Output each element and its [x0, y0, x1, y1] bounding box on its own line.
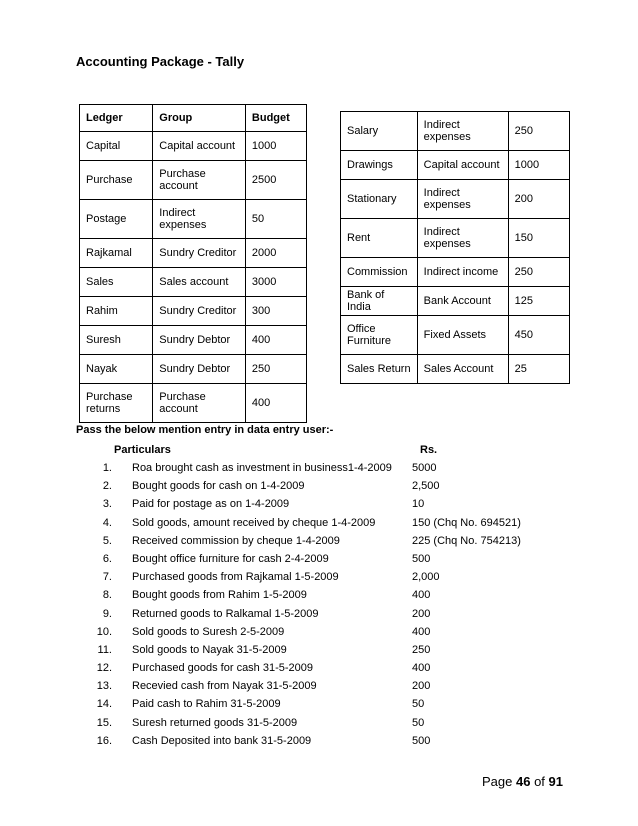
list-item [76, 677, 596, 695]
footer-prefix: Page [482, 774, 516, 789]
header-budget: Budget [245, 105, 306, 132]
entry-amount: 400 [412, 662, 431, 675]
list-item [76, 514, 596, 532]
entry-description: Sold goods to Suresh 2-5-2009 [132, 625, 285, 638]
ledger-cell: Purchase returns [80, 384, 153, 423]
entry-number: 12. [96, 662, 112, 675]
entry-description: Cash Deposited into bank 31-5-2009 [132, 734, 312, 747]
entry-amount: 400 [412, 625, 431, 638]
entry-description: Bought office furniture for cash 2-4-2009 [132, 552, 329, 565]
table-row [341, 355, 570, 384]
budget-cell: 300 [245, 297, 306, 326]
ledger-cell: Bank of India [341, 287, 418, 316]
entry-amount: 250 [412, 643, 431, 656]
ledger-cell: Sales Return [341, 355, 418, 384]
footer-of: of [530, 774, 549, 789]
group-cell: Purchase account [153, 161, 246, 200]
entry-amount: 400 [412, 589, 431, 602]
entry-list [76, 459, 596, 750]
ledger-table-1 [79, 104, 307, 423]
list-item [76, 532, 596, 550]
list-item [76, 477, 596, 495]
table-row [80, 161, 307, 200]
ledger-cell: Rent [341, 219, 418, 258]
entry-description: Roa brought cash as investment in business1-4-2009 [132, 462, 392, 474]
group-cell: Capital account [153, 132, 246, 161]
entry-number: 1. [102, 462, 112, 474]
budget-cell: 1000 [245, 132, 306, 161]
entry-amount: 225 (Chq No. 754213) [412, 534, 521, 547]
entry-description: Bought goods from Rahim 1-5-2009 [132, 589, 307, 602]
budget-cell: 250 [245, 355, 306, 384]
budget-cell: 400 [245, 384, 306, 423]
list-item [76, 495, 596, 513]
entry-description: Paid for postage as on 1-4-2009 [132, 498, 290, 511]
group-cell: Sundry Debtor [153, 326, 246, 355]
table-row [341, 112, 570, 151]
entry-number: 2. [102, 480, 112, 493]
budget-cell: 1000 [508, 151, 569, 180]
entry-number: 7. [102, 571, 112, 584]
table-row [80, 384, 307, 423]
entry-number: 11. [97, 643, 112, 656]
table-row [341, 180, 570, 219]
entry-amount: 50 [412, 716, 425, 729]
group-cell: Sales account [153, 268, 246, 297]
list-item [76, 623, 596, 641]
group-cell: Indirect income [417, 258, 508, 287]
list-item [76, 459, 596, 477]
entry-amount: 150 (Chq No. 694521) [412, 516, 521, 529]
entry-amount: 500 [412, 552, 431, 565]
ledger-cell: Suresh [80, 326, 153, 355]
group-cell: Sundry Creditor [153, 239, 246, 268]
budget-cell: 400 [245, 326, 306, 355]
entry-number: 3. [102, 498, 112, 511]
budget-cell: 25 [508, 355, 569, 384]
entry-amount: 5000 [412, 462, 437, 474]
list-item [76, 659, 596, 677]
entry-number: 16. [96, 734, 112, 747]
table-row [80, 132, 307, 161]
group-cell: Capital account [417, 151, 508, 180]
entry-amount: 10 [412, 498, 425, 511]
table-header-row [80, 105, 307, 132]
budget-cell: 150 [508, 219, 569, 258]
entry-number: 14. [96, 698, 112, 711]
table-row [341, 316, 570, 355]
group-cell: Indirect expenses [153, 200, 246, 239]
table-row [80, 355, 307, 384]
header-group: Group [153, 105, 246, 132]
entry-number: 4. [102, 516, 112, 529]
budget-cell: 2500 [245, 161, 306, 200]
list-item [76, 641, 596, 659]
total-page-count: 91 [548, 774, 563, 789]
ledger-cell: Drawings [341, 151, 418, 180]
group-cell: Fixed Assets [417, 316, 508, 355]
entry-description: Sold goods, amount received by cheque 1-4-2009 [132, 516, 376, 529]
ledger-cell: Office Furniture [341, 316, 418, 355]
ledger-cell: Rahim [80, 297, 153, 326]
budget-cell: 450 [508, 316, 569, 355]
table-row [80, 297, 307, 326]
ledger-cell: Salary [341, 112, 418, 151]
ledger-cell: Rajkamal [80, 239, 153, 268]
ledger-cell: Nayak [80, 355, 153, 384]
entry-number: 15. [96, 716, 112, 729]
budget-cell: 2000 [245, 239, 306, 268]
entry-amount: 2,500 [412, 480, 440, 493]
entry-amount: 500 [412, 734, 431, 747]
entry-number: 8. [102, 589, 112, 602]
list-item [76, 586, 596, 604]
current-page-number: 46 [515, 774, 531, 789]
entry-number: 5. [102, 534, 112, 547]
ledger-cell: Commission [341, 258, 418, 287]
page-title: Accounting Package - Tally [76, 54, 245, 69]
entry-description: Suresh returned goods 31-5-2009 [132, 716, 298, 729]
group-cell: Indirect expenses [417, 180, 508, 219]
entry-number: 10. [96, 625, 112, 638]
table-row [341, 258, 570, 287]
budget-cell: 50 [245, 200, 306, 239]
entry-description: Returned goods to Ralkamal 1-5-2009 [132, 607, 319, 620]
entry-number: 13. [96, 680, 112, 693]
entry-description: Bought goods for cash on 1-4-2009 [132, 480, 305, 493]
ledger-cell: Postage [80, 200, 153, 239]
group-cell: Sundry Creditor [153, 297, 246, 326]
entry-description: Sold goods to Nayak 31-5-2009 [132, 643, 287, 656]
group-cell: Sundry Debtor [153, 355, 246, 384]
entry-description: Purchased goods for cash 31-5-2009 [132, 662, 314, 675]
table-row [341, 287, 570, 316]
entry-number: 6. [102, 552, 112, 565]
ledger-table-2 [340, 111, 570, 384]
list-item [76, 568, 596, 586]
budget-cell: 250 [508, 112, 569, 151]
list-item [76, 550, 596, 568]
ledger-cell: Sales [80, 268, 153, 297]
entry-number: 9. [102, 607, 112, 620]
budget-cell: 250 [508, 258, 569, 287]
entry-amount: 200 [412, 680, 431, 693]
ledger-cell: Purchase [80, 161, 153, 200]
entry-amount: 2,000 [412, 571, 440, 584]
ledger-cell: Capital [80, 132, 153, 161]
budget-cell: 3000 [245, 268, 306, 297]
list-item [76, 695, 596, 713]
list-item [76, 605, 596, 623]
header-ledger: Ledger [80, 105, 153, 132]
entry-description: Purchased goods from Rajkamal 1-5-2009 [132, 571, 339, 584]
particulars-header: Particulars [114, 444, 171, 456]
instruction-text: Pass the below mention entry in data entry user:- [76, 424, 334, 436]
list-item [76, 732, 596, 750]
budget-cell: 200 [508, 180, 569, 219]
table-row [80, 268, 307, 297]
table-row [341, 151, 570, 180]
table-row [341, 219, 570, 258]
entry-amount: 50 [412, 698, 425, 711]
entry-amount: 200 [412, 607, 431, 620]
group-cell: Purchase account [153, 384, 246, 423]
table-row [80, 200, 307, 239]
group-cell: Sales Account [417, 355, 508, 384]
table-row [80, 326, 307, 355]
group-cell: Indirect expenses [417, 219, 508, 258]
entry-description: Paid cash to Rahim 31-5-2009 [132, 698, 281, 711]
budget-cell: 125 [508, 287, 569, 316]
table-row [80, 239, 307, 268]
ledger-cell: Stationary [341, 180, 418, 219]
entry-description: Recevied cash from Nayak 31-5-2009 [132, 680, 317, 693]
page-footer [482, 774, 563, 789]
amount-header: Rs. [420, 444, 438, 456]
list-item [76, 714, 596, 732]
group-cell: Bank Account [417, 287, 508, 316]
entry-description: Received commission by cheque 1-4-2009 [132, 534, 340, 547]
group-cell: Indirect expenses [417, 112, 508, 151]
